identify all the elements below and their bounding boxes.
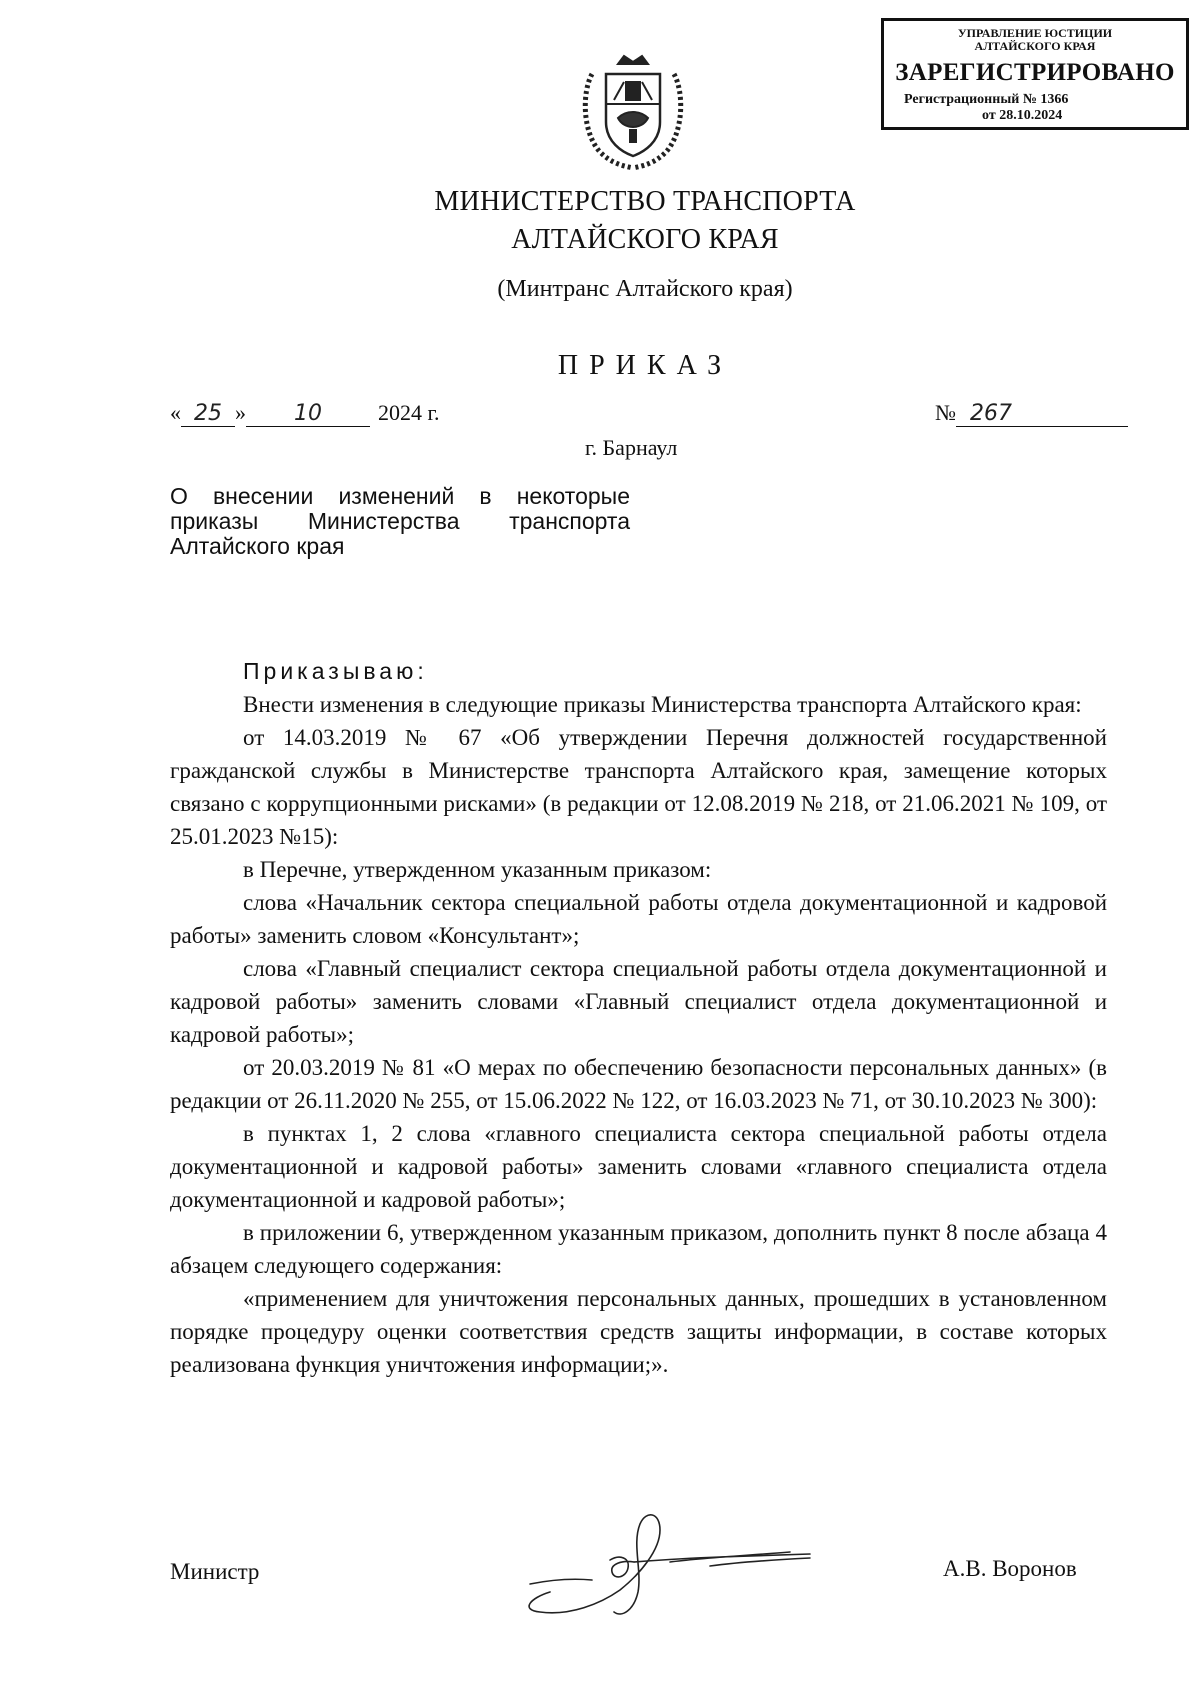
date-year: 2024 г.: [378, 400, 440, 425]
order-word: Приказываю:: [243, 658, 428, 684]
body-paragraph: от 20.03.2019 № 81 «О мерах по обеспечению безопасности персональных данных» (в редакции от 26.11.2020 № 255, от 15.06.2022 № 122, от 16.03.2023 № 71, от 30.10.2023 № 300):: [170, 1055, 1107, 1113]
body-paragraph: от 14.03.2019 № 67 «Об утверждении Перечня должностей государственной гражданской службы в Министерстве транспорта Алтайского края, замещение которых связано с коррупционными рисками» (в редакции от 12.08.2019 № 218, от 21.06.2021 № 109, от 25.01.2023 №15):: [170, 725, 1107, 849]
stamp-status: ЗАРЕГИСТРИРОВАНО: [895, 59, 1175, 86]
subject-line1: О внесении изменений в некоторые: [170, 483, 630, 509]
body-paragraph: Внести изменения в следующие приказы Министерства транспорта Алтайского края:: [243, 692, 1082, 717]
registration-stamp: [881, 18, 1189, 130]
stamp-line1: УПРАВЛЕНИЕ ЮСТИЦИИ: [957, 26, 1113, 40]
body-paragraph: в пунктах 1, 2 слова «главного специалиста сектора специальной работы отдела документационной и кадровой работы» заменить словами «главного специалиста отдела документационной и кадровой работы»;: [170, 1121, 1107, 1212]
order-number-line: [935, 400, 1128, 427]
order-body: [170, 655, 1107, 1381]
body-paragraph: в приложении 6, утвержденном указанным приказом, дополнить пункт 8 после абзаца 4 абзацем следующего содержания:: [170, 1220, 1107, 1278]
body-paragraph: «применением для уничтожения персональных данных, прошедших в установленном порядке процедуру оценки соответствия средств защиты информации, в составе которых реализована функция уничтожения информации;».: [170, 1286, 1107, 1377]
date-line: [170, 400, 440, 427]
date-month: 10: [246, 402, 370, 427]
date-day: 25: [181, 402, 235, 427]
ministry-name-line1: МИНИСТЕРСТВО ТРАНСПОРТА: [434, 186, 856, 217]
order-subject: [170, 484, 630, 559]
signer-name: А.В. Воронов: [943, 1556, 1077, 1581]
body-paragraph: слова «Начальник сектора специальной работы отдела документационной и кадровой работы» заменить словом «Консультант»;: [170, 890, 1107, 948]
order-number: 267: [956, 402, 1128, 427]
subject-line3: Алтайского края: [170, 533, 345, 559]
number-label: №: [935, 400, 956, 425]
handwritten-signature: [510, 1500, 840, 1630]
city: г. Барнаул: [585, 435, 678, 460]
ministry-short-name: (Минтранс Алтайского края): [497, 276, 793, 302]
signer-title: Министр: [170, 1559, 260, 1584]
quote-open: «: [170, 400, 181, 425]
body-paragraph: слова «Главный специалист сектора специальной работы отдела документационной и кадровой работы» заменить словами «Главный специалист отдела документационной и кадровой работы»;: [170, 956, 1107, 1047]
stamp-reg-number: Регистрационный № 1366: [904, 92, 1069, 107]
stamp-reg-date: от 28.10.2024: [982, 108, 1063, 123]
quote-close: »: [235, 400, 246, 425]
document-type: ПРИКАЗ: [557, 350, 733, 381]
coat-of-arms-icon: [578, 52, 688, 172]
subject-line2: приказы Министерства транспорта: [170, 508, 630, 534]
body-paragraph: в Перечне, утвержденном указанным приказом:: [243, 857, 712, 882]
stamp-line2: АЛТАЙСКОГО КРАЯ: [974, 39, 1096, 53]
ministry-name-line2: АЛТАЙСКОГО КРАЯ: [511, 224, 779, 255]
